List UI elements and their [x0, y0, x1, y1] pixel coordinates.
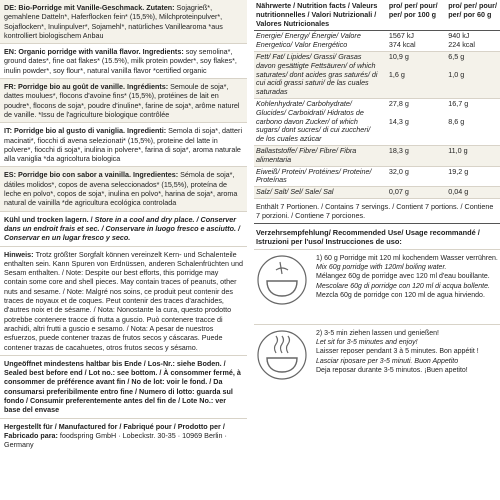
step-1-en: Mix 60g porridge with 120ml boiling water. — [316, 264, 447, 272]
nutrition-row — [254, 145, 500, 166]
nutrition-header-60g: pro/ per/ pour/ per/ por 60 g — [446, 0, 500, 31]
ingredients-fr-lead: FR: Porridge bio au goût de vanille. Ingrédients: — [4, 82, 171, 92]
ingredients-es-lead: ES: Porridge bio con sabor a vainilla. Ingredientes: — [4, 170, 181, 180]
nutrition-row-60g: 19,2 g — [446, 166, 500, 187]
step-1-text — [316, 254, 498, 300]
manufacturer — [0, 419, 247, 453]
nutrition-row-100g: 1567 kJ 374 kcal — [381, 31, 446, 52]
step-2-es: Deja reposar durante 3-5 minutos. ¡Buen apetito! — [316, 366, 468, 374]
nutrition-row-60g: 6,5 g 1,0 g — [446, 51, 500, 98]
nutrition-row — [254, 98, 500, 145]
bowl-pouring-water-icon — [256, 254, 308, 306]
ingredients-it-lead: IT: Porridge bio al gusto di vaniglia. Ingredienti: — [4, 126, 169, 136]
nutrition-row-100g: 32,0 g — [381, 166, 446, 187]
nutrition-row-name: Energie/ Energy/ Énergie/ Valore Energetico/ Valor Energético — [254, 31, 381, 52]
nutrition-row-100g: 27,8 g 14,3 g — [381, 98, 446, 145]
ingredients-fr — [0, 79, 247, 123]
preparation-step-1 — [254, 249, 500, 324]
step-2-it: Lasciar riposare per 3-5 minuti. Buon Appetito — [316, 357, 459, 365]
ingredients-es-text: Sémola de soja*, dátiles molidos*, copos de avena seleccionados* (15,5%), proteína de leche en polvo*, copos de soja*, inulina en polvo*, harina de soja*, aroma natural de vainilla *de agricultura ecológica controlada — [4, 170, 238, 208]
nutrition-row-100g: 18,3 g — [381, 145, 446, 166]
nutrition-row-60g: 16,7 g 8,6 g — [446, 98, 500, 145]
nutrition-row — [254, 51, 500, 98]
manufacturer-text: foodspring GmbH · Lobeckstr. 30-35 · 10969 Berlin · Germany — [4, 430, 227, 450]
nutrition-header-name: Nährwerte / Nutrition facts / Valeurs nutritionnelles / Valori Nutrizionali / Valores Nutricionales — [254, 0, 381, 31]
step-1-it: Mescolare 60g di porridge con 120 ml di acqua bollente. — [316, 282, 490, 290]
nutrition-row-name: Salz/ Salt/ Sel/ Sale/ Sal — [254, 187, 381, 199]
steaming-bowl-icon — [256, 329, 308, 381]
step-1-fr: Mélangez 60g de porridge avec 120 ml d'eau bouillante. — [316, 273, 490, 281]
hint-lead: Hinweis: — [4, 249, 36, 259]
step-2-fr: Laisser reposer pendant 3 à 5 minutes. Bon appétit ! — [316, 348, 479, 356]
nutrition-header — [254, 0, 500, 31]
nutrition-row-name: Kohlenhydrate/ Carbohydrate/ Glucides/ Carboidrati/ Hidratos de carbono davon Zucker/ of which sugars/ dont sucres/ di cui zuccheri/ de los cuales azúcar — [254, 98, 381, 145]
nutrition-rows — [254, 31, 500, 199]
step-2-en: Let sit for 3-5 minutes and enjoy! — [316, 339, 418, 347]
ingredients-es — [0, 167, 247, 211]
nutrition-row-name: Fett/ Fat/ Lipides/ Grassi/ Grasas davon gesättigte Fettsäuren/ of which saturates/ dont acides gras saturés/ di cui acidi grassi saturi/ de las cuales saturadas — [254, 51, 381, 98]
nutrition-row — [254, 187, 500, 199]
nutrition-row-100g: 10,9 g 1,6 g — [381, 51, 446, 98]
ingredients-de-lead: DE: Bio-Porridge mit Vanille-Geschmack. Zutaten: — [4, 3, 177, 12]
storage-text: Store in a cool and dry place. / Conserver dans un endroit frais et sec. / Conservare in luogo fresco e asciutto. / Conservar en un lugar fresco y seco. — [4, 214, 241, 243]
nutrition-row-60g: 11,0 g — [446, 145, 500, 166]
nutrition-row-100g: 0,07 g — [381, 187, 446, 199]
nutrition-row — [254, 166, 500, 187]
preparation-title: Verzehrsempfehlung/ Recommended Use/ Usage recommandé / Istruzioni per l'uso/ Instrucciones de uso: — [256, 227, 480, 246]
ingredients-en-lead: EN: Organic porridge with vanilla flavor. Ingredients: — [4, 47, 186, 57]
ingredients-it — [0, 123, 247, 167]
nutrition-header-100g: pro/ per/ pour/ per/ por 100 g — [381, 0, 446, 31]
ingredients-fr-text: Semoule de soja*, dattes moulues*, flocons d'avoine fins* (15,5%), protéines de lait en poudre*, flocons de soja*, poudre d'inuline*, farine de soja*, arôme naturel de vanille. *Issu de l'agriculture biologique contrôlée — [4, 82, 240, 119]
manufacturer-lead: Hergestellt für / Manufactured for / Fabriqué pour / Prodotto per / Fabricado para: — [4, 421, 225, 440]
hint-text: Trotz größter Sorgfalt können vereinzelt Kern- und Schalenteile enthalten sein. Kann Spuren von Erdnüssen, anderen Schalenfrüchten und Sesam enthalten. / Note: Despite our best efforts, this porridge may contain some core and shell pieces. May contain traces of peanuts, other nuts and sesame. / Note: Malgré nos soins, ce produit peut contenir des traces de noyaux et de coques. Peut contenir des traces d'arachides, d'autres noix et de sésame. / Nota: Nonostante la cura, questo prodotto potrebbe contenere tracce di frutta a guscio. Può contenere tracce di arachidi, altri frutti a guscio e sesamo. / Nota: A pesar de nuestros esfuerzos, puede contener trazas de frutos secos y cáscaras. Puede contener trazas de cacahuetes, otros frutos secos y sésamo. — [4, 249, 243, 352]
nutrition-row-60g: 0,04 g — [446, 187, 500, 199]
nutrition-table — [254, 0, 500, 199]
allergen-hint — [0, 247, 247, 356]
portions-note: Enthält 7 Portionen. / Contains 7 servings. / Contient 7 portions. / Contiene 7 porzioni. / Contiene 7 porciones. — [254, 199, 500, 224]
nutrition-row — [254, 31, 500, 52]
ingredients-it-text: Semola di soja*, datteri macinati*, fiocchi di avena selezionati* (15,5%), proteine del latte in polvere*, fiocchi di soja*, inulina in polvere*, farina di soja*, aroma naturale alla vaniglia *da agricoltura biologica — [4, 126, 243, 164]
preparation-step-2 — [254, 324, 500, 399]
step-2-text — [316, 329, 498, 375]
ingredients-de-text: Sojagrieß*, gemahlene Datteln*, Haferflocken fein* (15,5%), Milchproteinpulver*, Sojaflocken*, Inulinpulver*, Sojamehl*, natürliches Vanillearoma *aus kontrolliert biologischem Anbau — [4, 3, 223, 40]
best-before: Ungeöffnet mindestens haltbar bis Ende / Los-Nr.: siehe Boden. / Sealed best before end / Lot no.: see bottom. / À consommer fermé, à consommer de préférence avant fin / No de lot: voir le fond. / Da consumarsi preferibilmente entro fine / Numero di lotto: guarda sul fondo / Consumir preferentemente antes del fin de / Lote No.: ver base del envase — [0, 356, 247, 419]
nutrition-row-60g: 940 kJ 224 kcal — [446, 31, 500, 52]
ingredients-en — [0, 44, 247, 79]
storage-note — [0, 212, 247, 247]
ingredients-column — [0, 0, 247, 500]
step-1-de: 1) 60 g Porridge mit 120 ml kochendem Wasser verrühren. — [316, 254, 498, 262]
ingredients-en-text: soy semolina*, ground dates*, fine oat flakes* (15.5%), milk protein powder*, soy flakes*, inulin powder*, soy flour*, natural vanilla flavor *certified organic — [4, 47, 237, 75]
nutrition-row-name: Ballaststoffe/ Fibre/ Fibre/ Fibra alimentaria — [254, 145, 381, 166]
nutrition-row-name: Eiweiß/ Protein/ Protéines/ Proteine/ Proteínas — [254, 166, 381, 187]
storage-lead: Kühl und trocken lagern. / — [4, 214, 95, 224]
ingredients-de — [0, 0, 247, 44]
step-2-de: 2) 3-5 min ziehen lassen und genießen! — [316, 329, 439, 337]
step-1-es: Mezcla 60g de porridge con 120 ml de agua hirviendo. — [316, 291, 485, 299]
nutrition-column — [254, 0, 500, 500]
